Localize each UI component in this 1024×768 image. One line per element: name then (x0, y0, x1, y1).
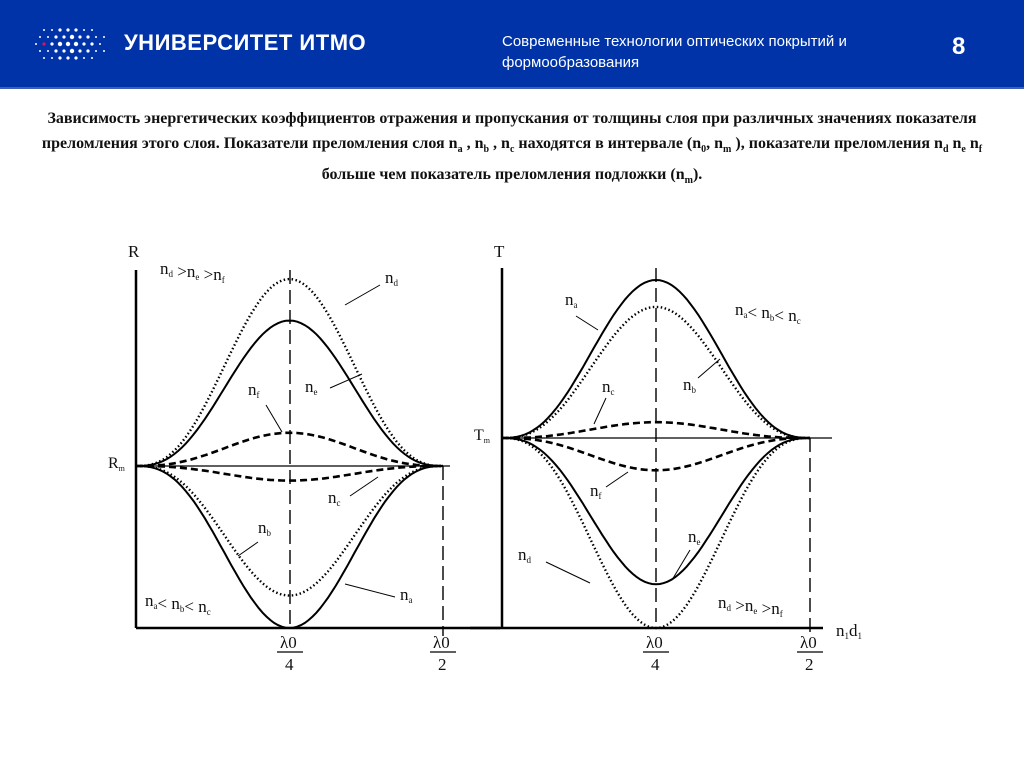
page-number: 8 (952, 33, 966, 60)
relation-top-left: nd >ne >nf (160, 259, 225, 285)
tick-tick_half-denominator: 2 (805, 655, 814, 674)
title-text: находятся в интервале (n (514, 135, 702, 152)
curve-label-nc: nc (602, 377, 615, 397)
transmission-axis-label: T (494, 242, 505, 261)
curve-label-ne: ne (688, 527, 701, 547)
leader-line (345, 285, 380, 305)
title-text: n (948, 135, 962, 152)
title-subscript: 0 (701, 144, 707, 156)
tick-tick_half-denominator: 2 (438, 655, 447, 674)
leader-line (606, 472, 628, 487)
curve-label-ne: ne (305, 377, 318, 397)
tick-tick_half-numerator: λ0 (433, 633, 450, 652)
baseline-label: Tm (474, 427, 491, 445)
title-text: , n (706, 135, 724, 152)
curve-label-nf: nf (590, 481, 602, 501)
title-subscript: m (684, 175, 693, 187)
curve-label-na: na (565, 290, 578, 310)
reflection-axis-label: R (128, 242, 140, 261)
curve-label-nd: nd (518, 545, 531, 565)
curve-label-na: na (400, 585, 413, 605)
tick-tick_quarter-numerator: λ0 (646, 633, 663, 652)
leader-line (350, 477, 378, 496)
title-subscript: d (942, 144, 949, 156)
leader-line (546, 562, 590, 583)
title-text: ). (692, 166, 703, 184)
leader-line (266, 405, 282, 432)
relation-bottom-right: nd >ne >nf (718, 593, 783, 619)
title-text: , n (462, 135, 484, 152)
baseline-label: Rm (108, 455, 125, 473)
leader-line (576, 316, 598, 330)
reflection-plot (136, 270, 500, 636)
curve-label-nc: nc (328, 488, 341, 508)
title-subscript: e (961, 144, 966, 156)
title-subscript: f (978, 144, 983, 156)
title-text: n (965, 135, 979, 152)
tick-tick_quarter-denominator: 4 (651, 655, 660, 674)
relation-top-right: na< nb< nc (735, 300, 801, 326)
title-subscript: m (723, 144, 732, 156)
curve-label-nb: nb (258, 518, 271, 538)
leader-line (698, 359, 720, 378)
curve-label-nf: nf (248, 380, 260, 400)
title-subscript: a (457, 144, 463, 156)
leader-line (345, 584, 395, 597)
tick-tick_half-numerator: λ0 (800, 633, 817, 652)
title-subscript: c (509, 144, 515, 156)
curve-label-nb: nb (683, 375, 696, 395)
title-text: больше чем показатель преломления подложки (n (321, 166, 685, 184)
curve-label-nd: nd (385, 268, 398, 288)
course-title-line1: Современные технологии оптических покрытий и (502, 33, 847, 50)
title-subscript: b (483, 144, 490, 156)
leader-line (238, 542, 258, 556)
course-title-line2: формообразования (502, 54, 640, 71)
tick-tick_quarter-numerator: λ0 (280, 633, 297, 652)
university-name: УНИВЕРСИТЕТ ИТМО (124, 30, 367, 55)
x-axis-label: n1d1 (836, 621, 862, 641)
tick-tick_quarter-denominator: 4 (285, 655, 294, 674)
relation-bottom-left: na< nb< nc (145, 591, 211, 617)
leader-line (594, 398, 606, 424)
title-text: Зависимость энергетических коэффициентов отражения и пропускания от толщины слоя при различных значениях показателя преломления этого слоя. Показатели преломления слоя n (41, 110, 977, 152)
title-text: ), показатели преломления n (731, 135, 943, 152)
title-text: , n (489, 135, 510, 152)
